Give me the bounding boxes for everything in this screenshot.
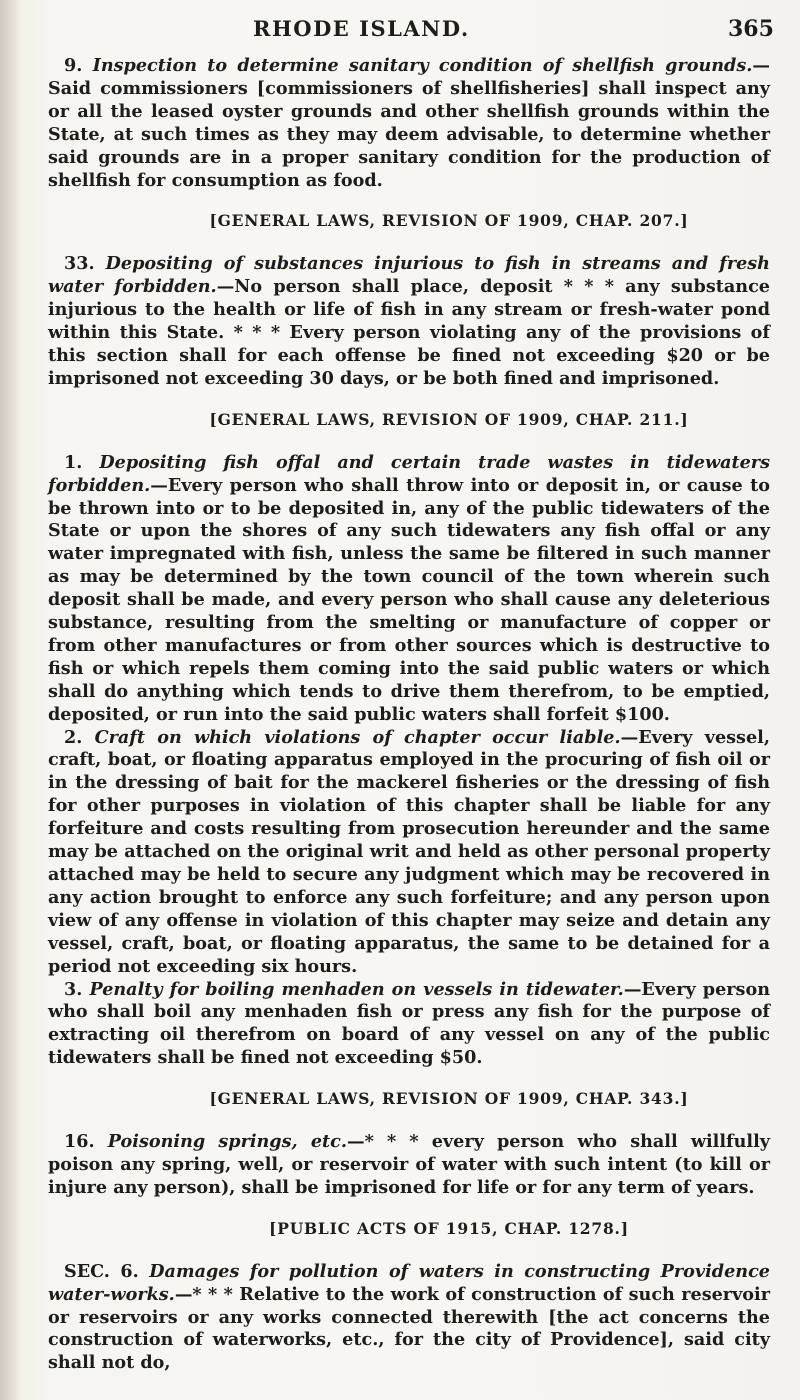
section-text: —Every vessel, craft, boat, or floating apparatus employed in the procuring of fish oil or in the dressing of bait for the mackerel fisheries or the dressing of fish for other purposes in violation of this chapter shall be liable for any forfeiture and costs resulting from prosecution hereunder and the same may be attached on the original writ and held as other personal property attached may be held to secure any judgment which may be recovered in any action brought to enforce any such forfeiture; and any person upon view of any offense in violation of this chapter may seize and detain any vessel, craft, boat, or floating apparatus, the same to be detained for a period not exceeding six hours. — [48, 726, 770, 977]
law-citation: [PUBLIC ACTS OF 1915, CHAP. 1278.] — [269, 1218, 629, 1238]
law-citation: [GENERAL LAWS, REVISION OF 1909, CHAP. 207.] — [209, 211, 689, 231]
law-citation: [GENERAL LAWS, REVISION OF 1909, CHAP. 343.] — [209, 1089, 689, 1109]
section-title: Inspection to determine sanitary condition of shellfish grounds. — [92, 55, 753, 76]
running-head: RHODE ISLAND. — [253, 16, 470, 41]
section-number: 2. — [64, 726, 83, 748]
section-title: Craft on which violations of chapter occur liable. — [94, 726, 621, 748]
section-paragraph — [48, 979, 770, 1071]
section-number: 9. — [64, 55, 83, 76]
law-citation: [GENERAL LAWS, REVISION OF 1909, CHAP. 211.] — [209, 409, 689, 429]
section-number: 1. — [64, 451, 83, 473]
page-header — [0, 8, 800, 48]
document-body — [48, 55, 770, 1375]
section-paragraph — [48, 253, 770, 390]
section-number: 16. — [64, 1131, 95, 1153]
section-paragraph — [48, 727, 770, 979]
section-title: Damages for pollution of waters in constructing Providence water-works. — [48, 1260, 770, 1305]
section-text: —Every person who shall boil any menhaden fish or press any fish for the purpose of extracting oil therefrom on board of any vessel on any of the public tidewaters shall be fined not exceeding $50. — [48, 978, 770, 1069]
section-text: —* * * every person who shall willfully poison any spring, well, or reservoir of water with such intent (to kill or injure any person), shall be imprisoned for life or for any term of years. — [48, 1131, 770, 1198]
section-paragraph — [48, 1261, 770, 1376]
section-paragraph — [48, 1131, 770, 1200]
section-paragraph — [48, 452, 770, 727]
page-number: 365 — [728, 16, 774, 42]
section-number: 3. — [64, 978, 83, 1000]
section-text: —Every person who shall throw into or deposit in, or cause to be thrown into or to be deposited in, any of the public tidewaters of the State or upon the shores of any such tidewaters any fish offal or any water impregnated with fish, unless the same be filtered in such manner as may be determined by the town council of the town wherein such deposit shall be made, and every person who shall cause any deleterious substance, resulting from the smelting or manufacture of copper or from other manufactures or from other sources which is destructive to fish or which repels them coming into the said public waters or which shall do anything which tends to drive them therefrom, to be emptied, deposited, or run into the said public waters shall forfeit $100. — [48, 474, 770, 725]
section-number: 33. — [64, 253, 95, 275]
section-title: Depositing fish offal and certain trade wastes in tidewaters forbidden. — [48, 451, 770, 496]
section-text: —No person shall place, deposit * * * any substance injurious to the health or life of fish in any stream or fresh-water pond within this State. * * * Every person violating any of the provisions of this section shall for each offense be fined not exceeding $20 or be imprisoned not exceeding 30 days, or be both fined and imprisoned. — [48, 276, 770, 389]
section-paragraph — [48, 55, 770, 192]
section-text: —Said commissioners [commissioners of shellfisheries] shall inspect any or all the leased oyster grounds and other shellfish grounds within the State, at such times as they may deem advisable, to determine whether said grounds are in a proper sanitary condition for the production of shellfish for consumption as food. — [48, 55, 770, 191]
section-number: SEC. 6. — [64, 1260, 139, 1282]
binding-gutter-shadow — [0, 0, 22, 1400]
section-title: Depositing of substances injurious to fish in streams and fresh water forbidden. — [48, 253, 770, 298]
section-title: Penalty for boiling menhaden on vessels in tidewater. — [89, 978, 624, 1000]
section-title: Poisoning springs, etc. — [107, 1131, 347, 1153]
section-text: —* * * Relative to the work of construction of such reservoir or reservoirs or any works connected therewith [the act concerns the construction of waterworks, etc., for the city of Providence], said city shall not do, — [48, 1283, 770, 1374]
